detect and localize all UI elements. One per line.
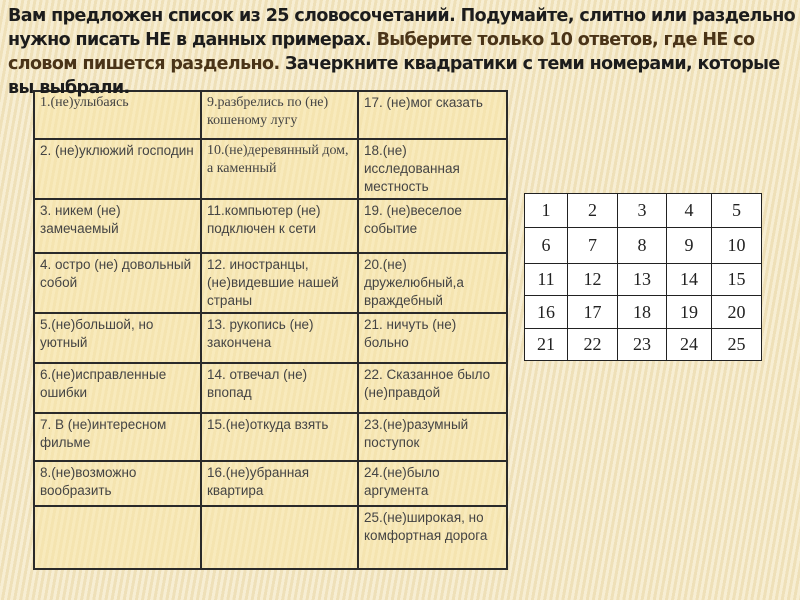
phrase-cell: 13. рукопись (не) закончена (201, 313, 358, 363)
phrase-cell: 20.(не) дружелюбный,а враждебный (358, 253, 507, 313)
answer-number-grid (524, 193, 762, 361)
phrase-cell: 1.(не)улыбаясь (34, 91, 201, 139)
phrase-cell (34, 506, 201, 569)
title-part-1: Вам предложен список из 25 словосочетаний. Подумайте, слитно или раздельно нужно писать НЕ в данных примерах. (8, 6, 796, 50)
phrase-cell: 4. остро (не) довольный собой (34, 253, 201, 313)
phrase-cell: 22. Сказанное было (не)правдой (358, 363, 507, 413)
phrase-cell: 9.разбрелись по (не) кошеному лугу (201, 91, 358, 139)
number-box[interactable]: 11 (525, 264, 568, 296)
phrase-cell: 21. ничуть (не) больно (358, 313, 507, 363)
grid-row (525, 296, 762, 329)
table-row (34, 253, 507, 313)
table-row (34, 461, 507, 506)
number-box[interactable]: 6 (525, 228, 568, 264)
phrase-cell: 8.(не)возможно вообразить (34, 461, 201, 506)
number-box[interactable]: 4 (667, 194, 712, 228)
phrases-table (33, 90, 508, 570)
number-box[interactable]: 9 (667, 228, 712, 264)
table-row (34, 199, 507, 253)
phrase-cell: 25.(не)широкая, но комфортная дорога (358, 506, 507, 569)
number-box[interactable]: 1 (525, 194, 568, 228)
number-box[interactable]: 21 (525, 329, 568, 361)
grid-row (525, 264, 762, 296)
number-box[interactable]: 10 (712, 228, 762, 264)
phrase-cell: 18.(не) исследованная местность (358, 139, 507, 199)
phrase-cell: 7. В (не)интересном фильме (34, 413, 201, 461)
number-box[interactable]: 20 (712, 296, 762, 329)
number-box[interactable]: 7 (568, 228, 618, 264)
phrase-cell: 12. иностранцы, (не)видевшие нашей страны (201, 253, 358, 313)
phrase-cell: 16.(не)убранная квартира (201, 461, 358, 506)
number-box[interactable]: 15 (712, 264, 762, 296)
phrase-cell: 10.(не)деревянный дом, а каменный (201, 139, 358, 199)
phrase-cell: 6.(не)исправленные ошибки (34, 363, 201, 413)
grid-row (525, 329, 762, 361)
phrase-cell: 19. (не)веселое событие (358, 199, 507, 253)
number-box[interactable]: 3 (618, 194, 667, 228)
number-box[interactable]: 18 (618, 296, 667, 329)
grid-row (525, 228, 762, 264)
table-row (34, 313, 507, 363)
phrase-cell: 11.компьютер (не) подключен к сети (201, 199, 358, 253)
number-box[interactable]: 16 (525, 296, 568, 329)
table-row (34, 139, 507, 199)
table-row (34, 506, 507, 569)
phrase-cell: 14. отвечал (не) впопад (201, 363, 358, 413)
grid-row (525, 194, 762, 228)
phrase-cell: 17. (не)мог сказать (358, 91, 507, 139)
title-part-3: Зачеркните квадратики с теми номерами, которые вы выбрали. (8, 54, 780, 98)
number-box[interactable]: 22 (568, 329, 618, 361)
phrase-cell: 15.(не)откуда взять (201, 413, 358, 461)
number-box[interactable]: 2 (568, 194, 618, 228)
phrase-cell: 23.(не)разумный поступок (358, 413, 507, 461)
phrase-cell (201, 506, 358, 569)
table-row (34, 413, 507, 461)
number-box[interactable]: 12 (568, 264, 618, 296)
number-box[interactable]: 19 (667, 296, 712, 329)
number-box[interactable]: 23 (618, 329, 667, 361)
title-part-2: Выберите только 10 ответов, где НЕ со словом пишется раздельно. (8, 30, 755, 74)
phrase-cell: 5.(не)большой, но уютный (34, 313, 201, 363)
number-box[interactable]: 25 (712, 329, 762, 361)
number-box[interactable]: 13 (618, 264, 667, 296)
number-box[interactable]: 8 (618, 228, 667, 264)
slide-title (8, 4, 798, 100)
phrase-cell: 24.(не)было аргумента (358, 461, 507, 506)
number-box[interactable]: 14 (667, 264, 712, 296)
number-box[interactable]: 5 (712, 194, 762, 228)
phrase-cell: 2. (не)уклюжий господин (34, 139, 201, 199)
phrase-cell: 3. никем (не) замечаемый (34, 199, 201, 253)
number-box[interactable]: 17 (568, 296, 618, 329)
number-box[interactable]: 24 (667, 329, 712, 361)
table-row (34, 363, 507, 413)
